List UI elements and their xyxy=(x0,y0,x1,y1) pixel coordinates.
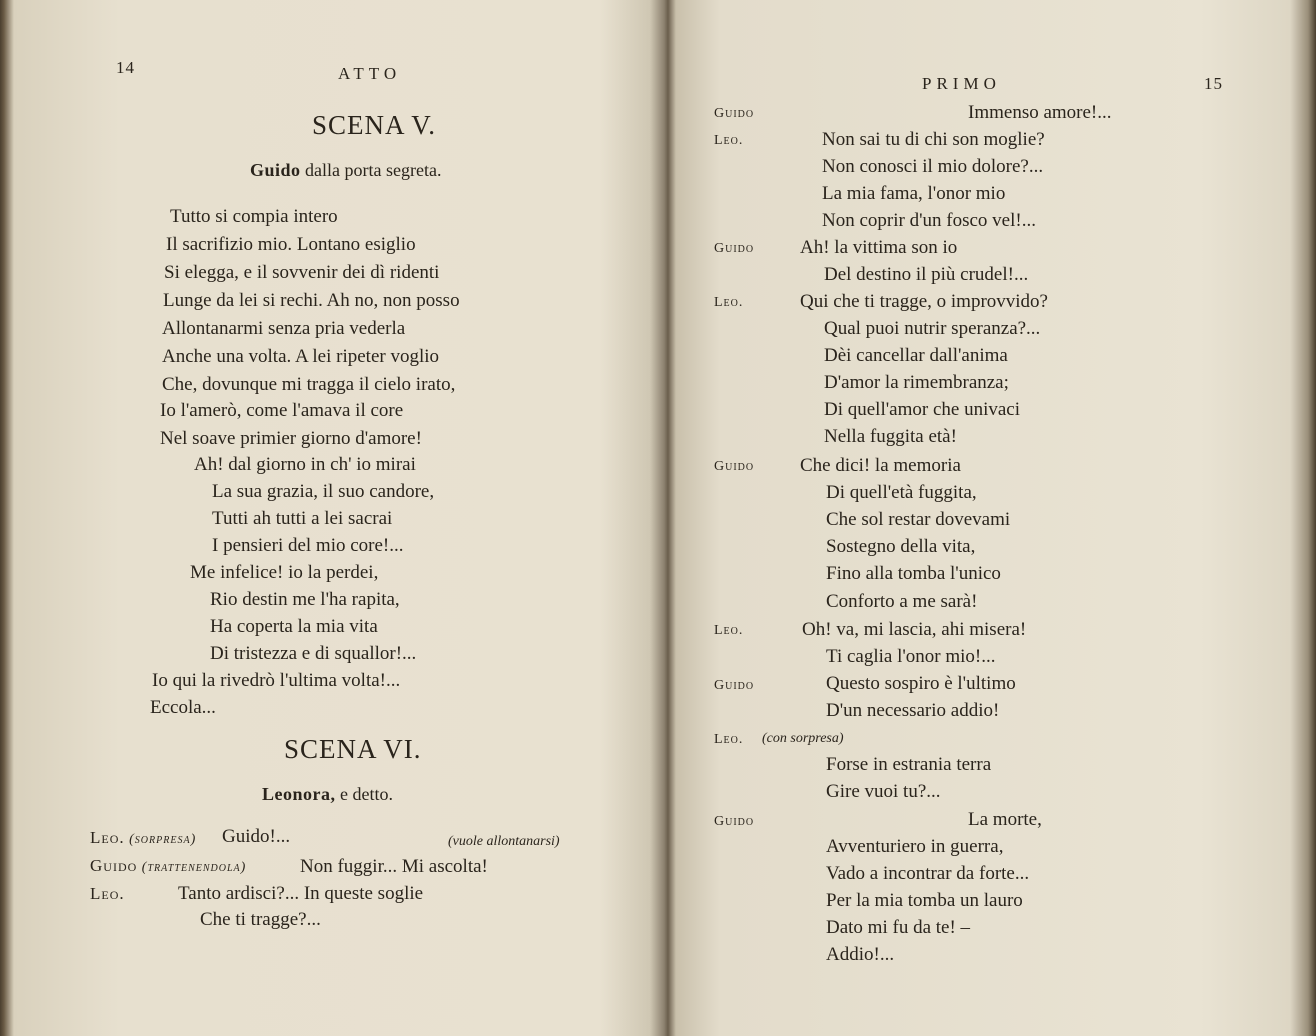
verse-line: Che, dovunque mi tragga il cielo irato, xyxy=(162,374,456,395)
speaker-label: Leo. xyxy=(714,133,744,148)
verse-line: La morte, xyxy=(968,809,1042,830)
verse-line: La mia fama, l'onor mio xyxy=(822,183,1006,204)
running-head-right: PRIMO xyxy=(922,74,1001,93)
stage-direction: (vuole allontanarsi) xyxy=(448,834,560,849)
verse-line: I pensieri del mio core!... xyxy=(212,535,404,556)
scene-6-character: Leonora, xyxy=(262,784,336,804)
speaker-label: Guido xyxy=(714,678,755,693)
dialogue-line: Che ti tragge?... xyxy=(200,909,321,930)
dialogue-line: Non fuggir... Mi ascolta! xyxy=(300,856,488,877)
verse-line: Di quell'amor che univaci xyxy=(824,399,1020,420)
speaker-label: Guido (trattenendola) xyxy=(90,856,247,875)
verse-line: Ah! la vittima son io xyxy=(800,237,958,258)
speaker-label: Guido xyxy=(714,459,755,474)
verse-line: Non conosci il mio dolore?... xyxy=(822,156,1044,177)
verse-line: Per la mia tomba un lauro xyxy=(826,890,1023,911)
dialogue-line: Tanto ardisci?... In queste soglie xyxy=(178,883,424,904)
scene-6-subtitle xyxy=(262,784,393,805)
dialogue-line: Guido!... xyxy=(222,826,291,847)
verse-line: La sua grazia, il suo candore, xyxy=(212,481,435,502)
verse-line: Ha coperta la mia vita xyxy=(210,616,378,637)
verse-line: Anche una volta. A lei ripeter voglio xyxy=(162,346,440,367)
verse-line: Il sacrifizio mio. Lontano esiglio xyxy=(166,234,416,255)
right-page xyxy=(668,0,1316,1036)
page-number-left: 14 xyxy=(116,58,135,77)
verse-line: Questo sospiro è l'ultimo xyxy=(826,673,1016,694)
verse-line: Di quell'età fuggita, xyxy=(826,482,977,503)
scene-6-direction: e detto. xyxy=(340,784,393,804)
verse-line: Non coprir d'un fosco vel!... xyxy=(822,210,1036,231)
scene-5-title: SCENA V. xyxy=(312,110,437,140)
verse-line: Forse in estrania terra xyxy=(826,754,992,775)
scene-5-direction: dalla porta segreta. xyxy=(305,160,442,180)
verse-line: Gire vuoi tu?... xyxy=(826,781,941,802)
verse-line: Me infelice! io la perdei, xyxy=(190,562,379,583)
speaker-label: Guido xyxy=(714,814,755,829)
scene-5-subtitle xyxy=(250,160,441,181)
verse-line: Sostegno della vita, xyxy=(826,536,976,557)
verse-line: Nella fuggita età! xyxy=(824,426,957,447)
speaker-label: Leo. xyxy=(90,884,125,903)
stage-direction: (trattenendola) xyxy=(141,860,247,875)
verse-line: Eccola... xyxy=(150,697,216,718)
running-head-left: ATTO xyxy=(338,64,402,83)
verse-line: Fino alla tomba l'unico xyxy=(826,563,1001,584)
verse-line: Oh! va, mi lascia, ahi misera! xyxy=(802,619,1027,640)
verse-line: Ah! dal giorno in ch' io mirai xyxy=(194,454,416,475)
verse-line: Io l'amerò, come l'amava il core xyxy=(160,400,404,421)
verse-line: Allontanarmi senza pria vederla xyxy=(162,318,406,339)
verse-line: Lunge da lei si rechi. Ah no, non posso xyxy=(163,290,460,311)
verse-line: Io qui la rivedrò l'ultima volta!... xyxy=(152,670,401,691)
verse-line: Qui che ti tragge, o improvvido? xyxy=(800,291,1048,312)
verse-line: Qual puoi nutrir speranza?... xyxy=(824,318,1041,339)
verse-line: Nel soave primier giorno d'amore! xyxy=(160,428,422,449)
stage-direction: (sorpresa) xyxy=(129,832,197,847)
verse-line: Dato mi fu da te! – xyxy=(826,917,971,938)
verse-line: Rio destin me l'ha rapita, xyxy=(210,589,400,610)
speaker-label: Guido xyxy=(714,106,755,121)
verse-line: Di tristezza e di squallor!... xyxy=(210,643,417,664)
verse-line: D'amor la rimembranza; xyxy=(824,372,1009,393)
verse-line: Vado a incontrar da forte... xyxy=(826,863,1030,884)
verse-line: Si elegga, e il sovvenir dei dì ridenti xyxy=(164,262,440,283)
scene-6-title: SCENA VI. xyxy=(284,734,422,764)
speaker-label: Leo. xyxy=(714,732,744,747)
verse-line: Addio!... xyxy=(826,944,895,965)
scene-5-character: Guido xyxy=(250,160,301,180)
verse-line: Dèi cancellar dall'anima xyxy=(824,345,1008,366)
page-number-right: 15 xyxy=(1204,74,1223,93)
speaker-label: Leo. xyxy=(714,295,744,310)
verse-line: Che dici! la memoria xyxy=(800,455,961,476)
verse-line: Del destino il più crudel!... xyxy=(824,264,1029,285)
speaker-label: Guido xyxy=(714,241,755,256)
verse-line: Tutto si compia intero xyxy=(170,206,338,227)
verse-line: Avventuriero in guerra, xyxy=(826,836,1004,857)
verse-line: Tutti ah tutti a lei sacrai xyxy=(212,508,393,529)
stage-direction: (con sorpresa) xyxy=(762,731,844,746)
speaker-label: Leo. xyxy=(714,623,744,638)
verse-line: Non sai tu di chi son moglie? xyxy=(822,129,1045,150)
verse-line: Che sol restar dovevami xyxy=(826,509,1011,530)
verse-line: Conforto a me sarà! xyxy=(826,591,978,612)
speaker-label: Leo. (sorpresa) xyxy=(90,828,197,847)
verse-line: D'un necessario addio! xyxy=(826,700,1000,721)
verse-line: Immenso amore!... xyxy=(968,102,1112,123)
verse-line: Ti caglia l'onor mio!... xyxy=(826,646,996,667)
